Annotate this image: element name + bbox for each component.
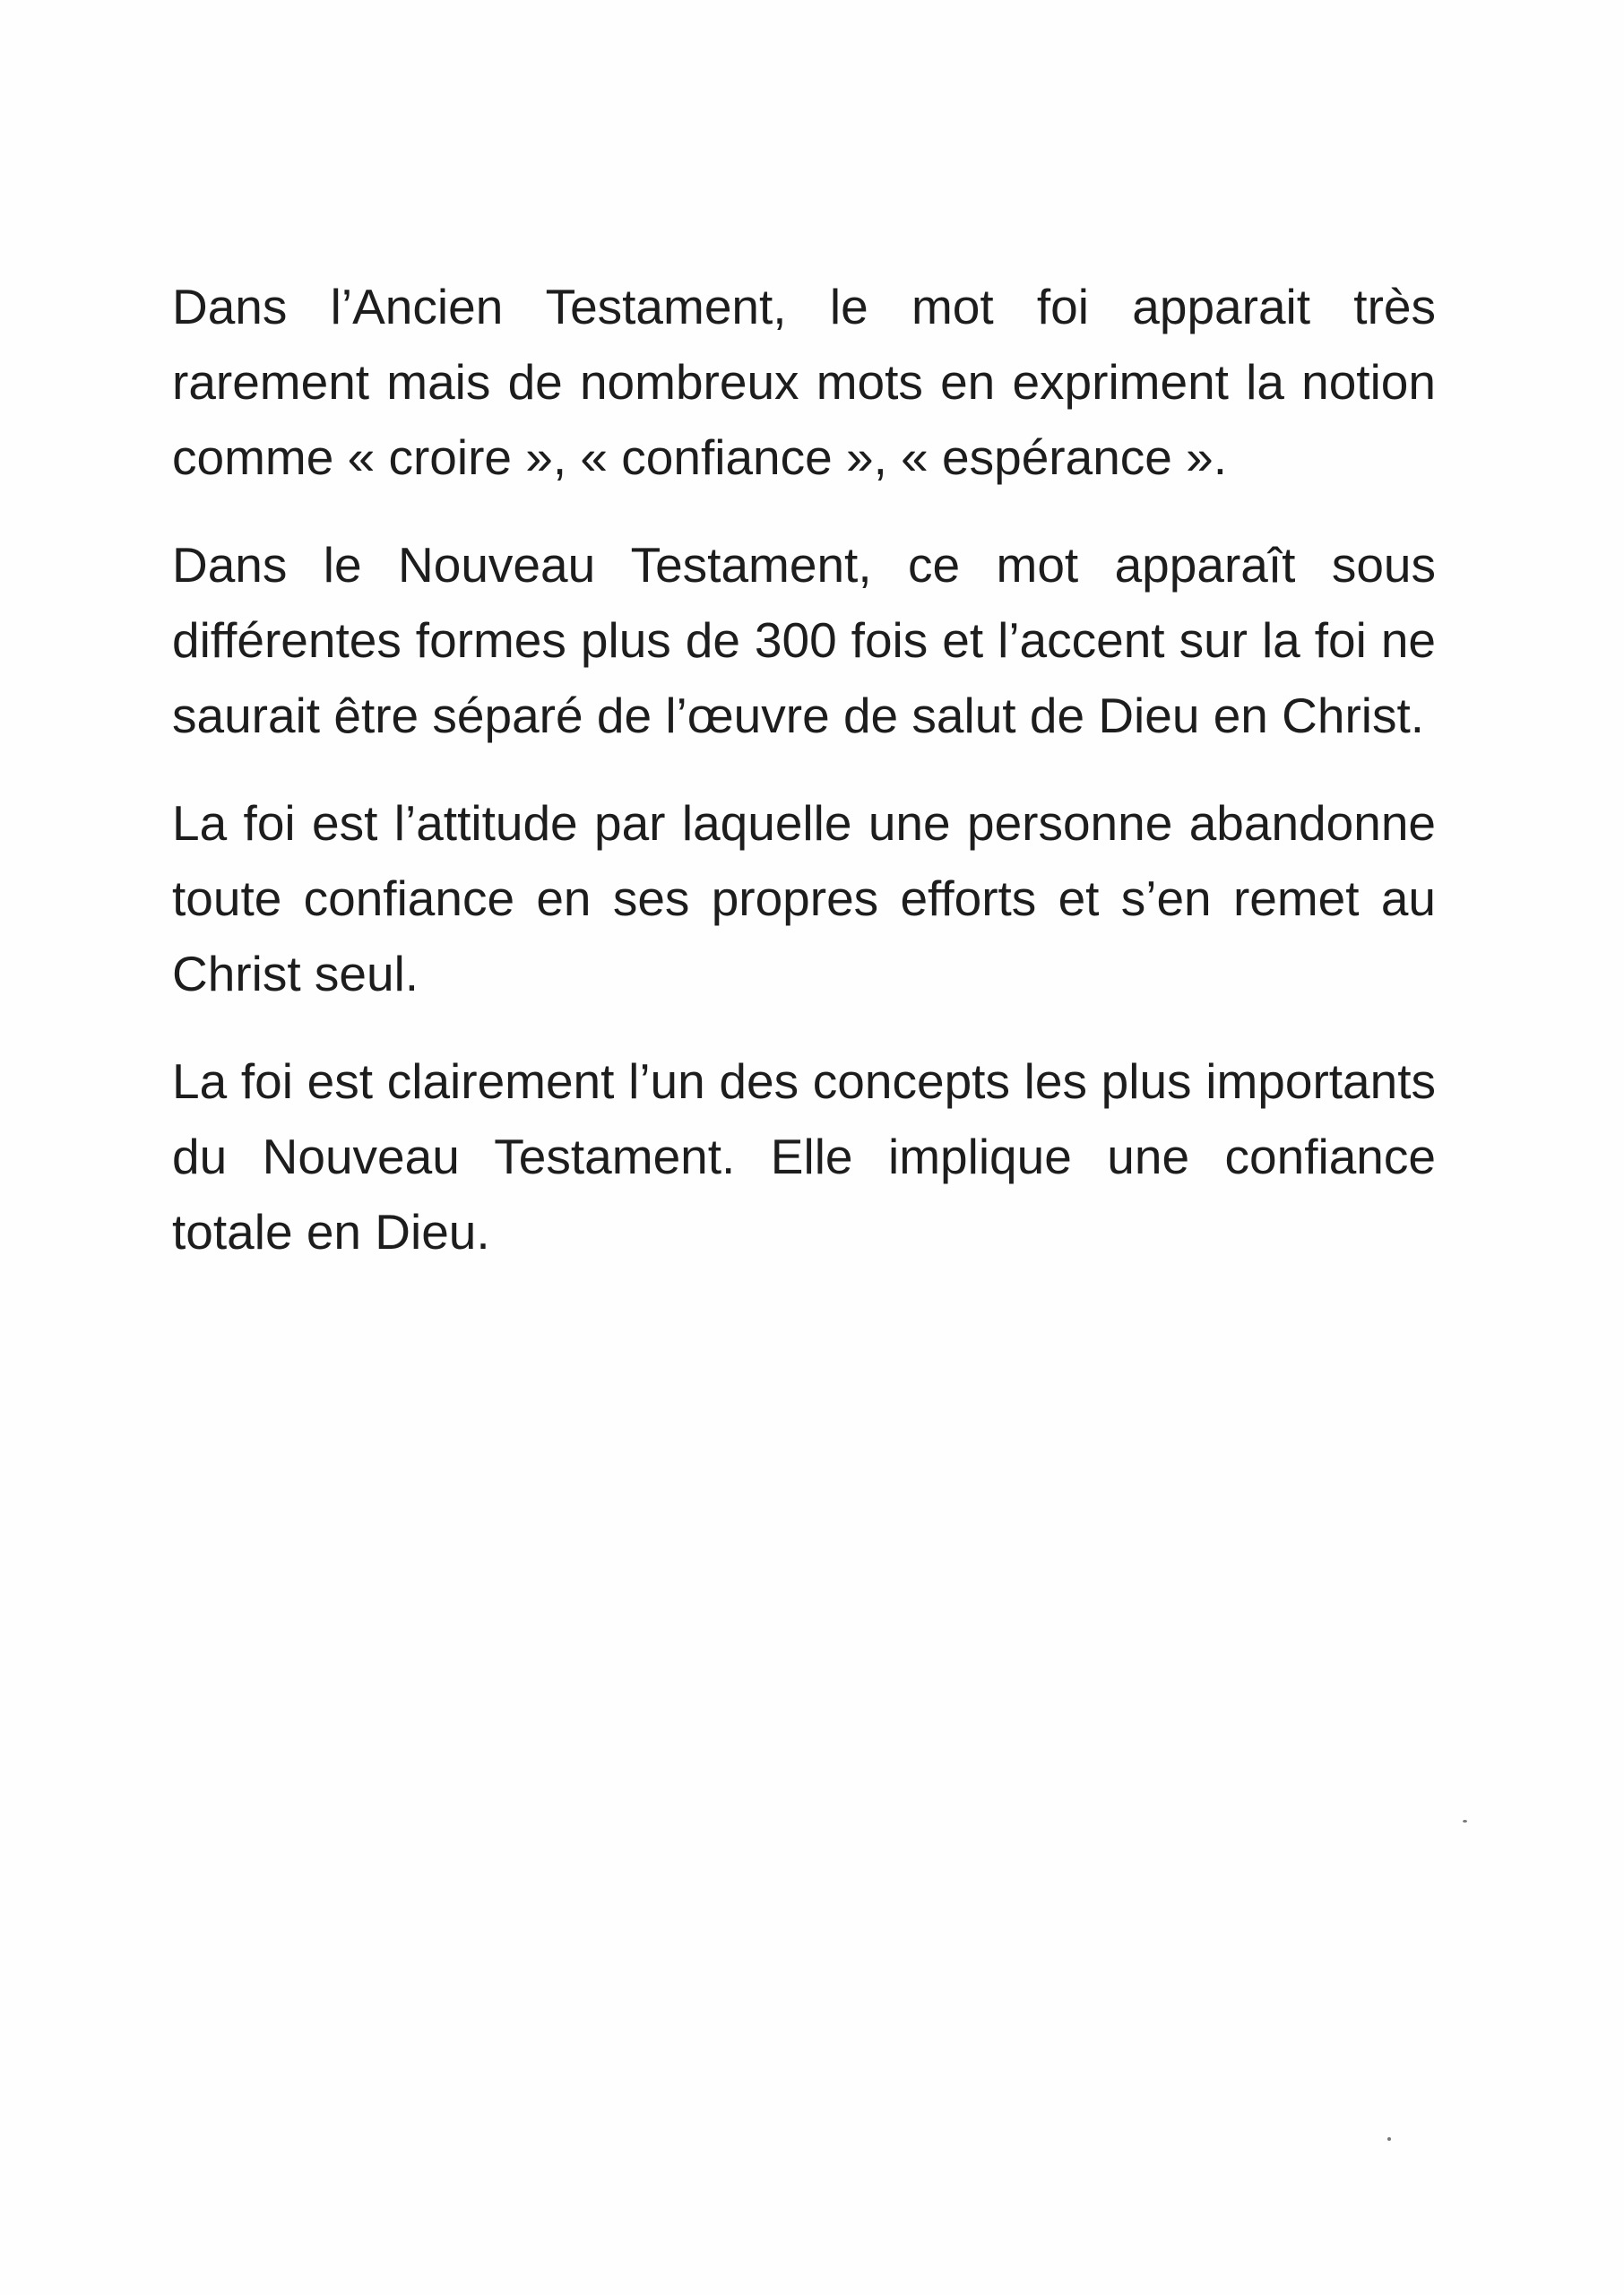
document-body [172, 269, 1436, 1302]
scan-speck [1463, 1820, 1467, 1823]
paragraph-concept-foi: La foi est clairement l’un des concepts les plus importants du Nouveau Testament. Elle implique une confiance totale en Dieu. [172, 1053, 1436, 1260]
paragraph-attitude-foi: La foi est l’attitude par laquelle une personne abandonne toute confiance en ses propres efforts et s’en remet au Christ seul. [172, 795, 1436, 1001]
scan-speck [1387, 2137, 1391, 2141]
paragraph-nouveau-testament: Dans le Nouveau Testament, ce mot apparaît sous différentes formes plus de 300 fois et l’accent sur la foi ne saurait être séparé de l’œuvre de salut de Dieu en Christ. [172, 537, 1436, 743]
paragraph-ancien-testament: Dans l’Ancien Testament, le mot foi apparait très rarement mais de nombreux mots en expriment la notion comme « croire », « confiance », « espérance ». [172, 279, 1436, 485]
